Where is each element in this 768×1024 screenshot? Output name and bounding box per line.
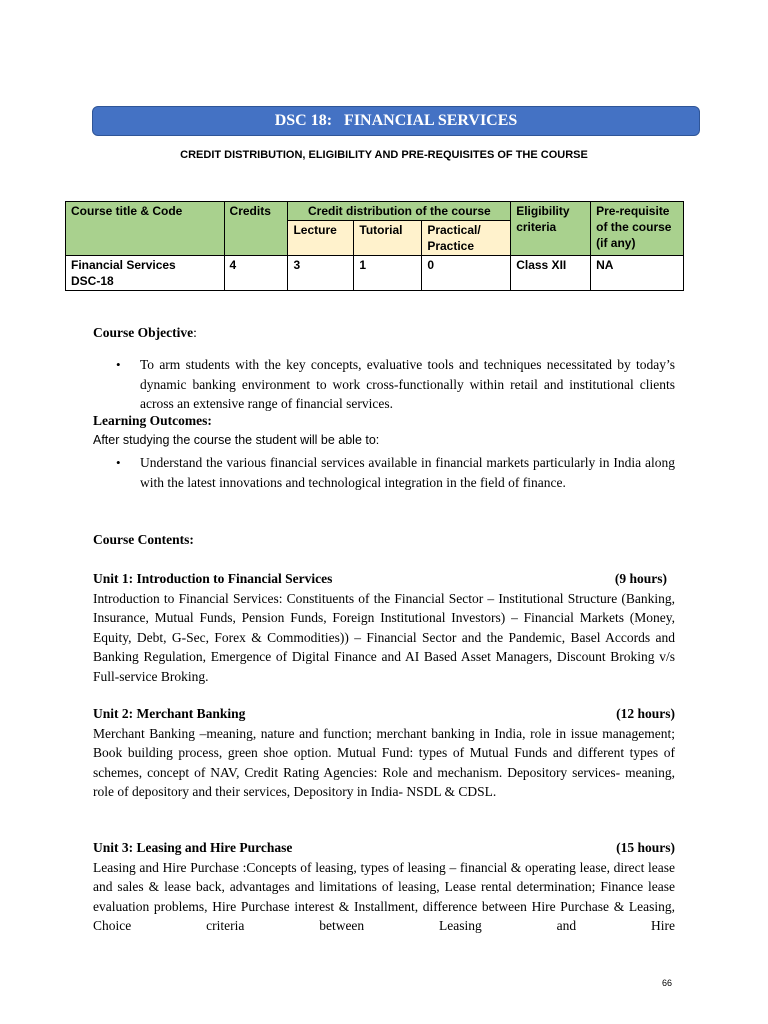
outcomes-heading: Learning Outcomes: xyxy=(93,413,212,428)
unit-1-hours: (9 hours) xyxy=(614,571,667,586)
objective-colon: : xyxy=(193,325,197,340)
outcomes-bullet-text: Understand the various financial services available in financial markets particularly in India along with the latest innovations and technological integration in the field of finance. xyxy=(140,455,675,490)
unit-2 xyxy=(93,704,675,802)
section-subtitle: CREDIT DISTRIBUTION, ELIGIBILITY AND PRE-REQUISITES OF THE COURSE xyxy=(180,149,588,161)
header-practical: Practical/ Practice xyxy=(422,221,511,256)
objective-heading-line xyxy=(93,323,675,343)
unit-2-title: Unit 2: Merchant Banking xyxy=(93,706,246,721)
header-prerequisite: Pre-requisite of the course (if any) xyxy=(591,202,684,256)
header-credits: Credits xyxy=(224,202,288,256)
course-code: DSC-18 xyxy=(71,274,114,288)
header-tutorial: Tutorial xyxy=(354,221,422,256)
header-credit-distribution: Credit distribution of the course xyxy=(288,202,511,221)
unit-3 xyxy=(93,838,675,936)
page-number: 66 xyxy=(662,978,673,988)
header-course-title: Course title & Code xyxy=(66,202,225,256)
cell-tutorial: 1 xyxy=(354,256,422,291)
objective-bullet-text: To arm students with the key concepts, evaluative tools and techniques necessitated by today’s dynamic banking environment to work cross-functionally within retail and institutional clients across an extensive range of financial services. xyxy=(140,357,675,411)
cell-lecture: 3 xyxy=(288,256,354,291)
header-eligibility: Eligibility criteria xyxy=(511,202,591,256)
unit-1-title: Unit 1: Introduction to Financial Services xyxy=(93,571,333,586)
bullet-icon: • xyxy=(116,455,121,470)
unit-1-header xyxy=(93,569,675,589)
contents-heading: Course Contents: xyxy=(93,532,194,547)
course-name: Financial Services xyxy=(71,258,176,272)
unit-2-header xyxy=(93,704,675,724)
unit-3-hours: (15 hours) xyxy=(616,840,675,855)
unit-2-hours: (12 hours) xyxy=(616,706,675,721)
bullet-icon: • xyxy=(116,357,121,372)
objective-heading: Course Objective xyxy=(93,325,194,340)
table-row xyxy=(66,256,684,291)
cell-prerequisite: NA xyxy=(591,256,684,291)
cell-eligibility: Class XII xyxy=(511,256,591,291)
unit-3-header xyxy=(93,838,675,858)
course-title-banner: DSC 18: FINANCIAL SERVICES xyxy=(92,106,700,136)
unit-1 xyxy=(93,569,675,686)
cell-practical: 0 xyxy=(422,256,511,291)
unit-2-body: Merchant Banking –meaning, nature and function; merchant banking in India, role in issue management; Book building process, green shoe option. Mutual Fund: types of Mutual Funds and different types of schemes, concept of NAV, Credit Rating Agencies: Role and mechanism. Depository services- meaning, role of depository and their services, Depository in India- NSDL & CDSL. xyxy=(93,725,675,799)
unit-1-body: Introduction to Financial Services: Constituents of the Financial Sector – Institutional Structure (Banking, Insurance, Mutual Funds, Pension Funds, Foreign Institutional Investors) – Financial Markets (Money, Equity, Debt, G-Sec, Forex & Commodities)) – Financial Sector and the Pandemic, Basel Accords and Banking Regulation, Emergence of Digital Finance and AI Based Asset Managers, Discount Broking v/s Full-service Broking. xyxy=(93,590,675,684)
unit-3-title: Unit 3: Leasing and Hire Purchase xyxy=(93,840,293,855)
outcomes-intro: After studying the course the student will be able to: xyxy=(93,433,380,447)
credit-table xyxy=(65,201,684,291)
cell-credits: 4 xyxy=(224,256,288,291)
header-lecture: Lecture xyxy=(288,221,354,256)
cell-course xyxy=(66,256,225,291)
unit-3-body: Leasing and Hire Purchase :Concepts of leasing, types of leasing – financial & operating lease, direct lease and sales & lease back, advantages and limitations of leasing, Lease rental determination; Finance lease evaluation problems, Hire Purchase interest & Installment, difference between Hire Purchase & Leasing, Choice criteria between Leasing and Hire xyxy=(93,859,675,933)
